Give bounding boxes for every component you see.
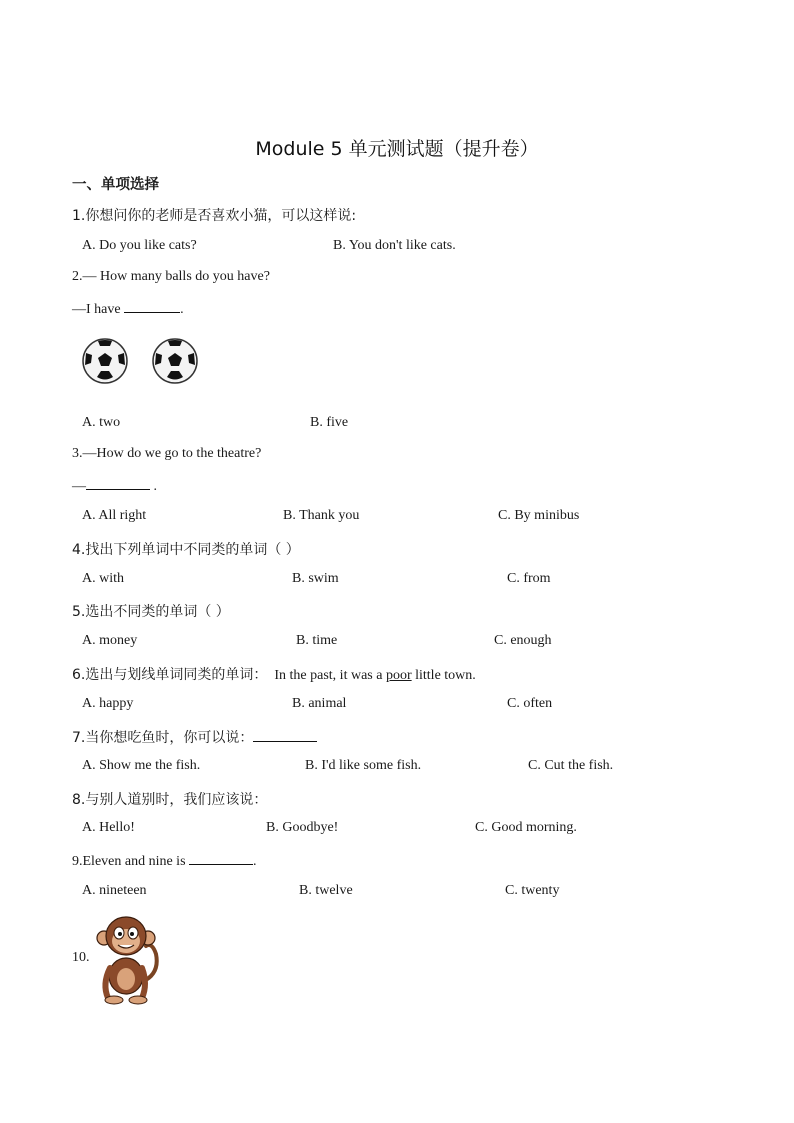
question-3-option-c[interactable]: C. By minibus	[498, 508, 580, 523]
question-3-option-a[interactable]: A. All right	[82, 508, 147, 523]
question-3-answer-prefix: —	[72, 479, 86, 494]
soccer-ball-icon	[80, 336, 130, 386]
question-5-option-c[interactable]: C. enough	[494, 633, 552, 648]
question-1-stem: 1.你想问你的老师是否喜欢小猫，可以这样说:	[72, 208, 357, 224]
question-9-option-b[interactable]: B. twelve	[299, 883, 353, 898]
question-9-option-c[interactable]: C. twenty	[505, 883, 560, 898]
question-6-stem-cn: 6.选出与划线单词同类的单词：	[72, 667, 268, 683]
question-9-stem: 9.Eleven and nine is	[72, 854, 186, 869]
question-2-answer-line: —I have .	[72, 302, 184, 317]
question-9-line: 9.Eleven and nine is .	[72, 854, 257, 869]
question-7-option-b[interactable]: B. I'd like some fish.	[305, 758, 422, 773]
question-6-option-b[interactable]: B. animal	[292, 696, 347, 711]
monkey-icon	[92, 912, 162, 1008]
question-1-option-a[interactable]: A. Do you like cats?	[82, 238, 197, 253]
question-4-option-a[interactable]: A. with	[82, 571, 124, 586]
question-9-option-a[interactable]: A. nineteen	[82, 883, 147, 898]
question-5-option-a[interactable]: A. money	[82, 633, 138, 648]
question-4-option-c[interactable]: C. from	[507, 571, 551, 586]
question-3-option-b[interactable]: B. Thank you	[283, 508, 360, 523]
answer-blank[interactable]	[253, 729, 317, 742]
question-1-option-b[interactable]: B. You don't like cats.	[333, 238, 456, 253]
question-10-stem: 10.	[72, 950, 90, 965]
question-4-stem: 4.找出下列单词中不同类的单词（ ）	[72, 542, 300, 558]
question-8-stem: 8.与别人道别时，我们应该说：	[72, 792, 268, 808]
question-5-option-b[interactable]: B. time	[296, 633, 338, 648]
question-7-option-c[interactable]: C. Cut the fish.	[528, 758, 614, 773]
question-4-option-b[interactable]: B. swim	[292, 571, 339, 586]
section-heading: 一、单项选择	[72, 177, 159, 193]
page-title: Module 5 单元测试题（提升卷）	[255, 138, 539, 160]
answer-blank[interactable]	[124, 300, 180, 313]
question-2-answer-prefix: —I have	[72, 302, 121, 317]
question-6-stem-en: In the past, it was a	[274, 668, 383, 683]
answer-blank[interactable]	[189, 852, 253, 865]
question-7-option-a[interactable]: A. Show me the fish.	[82, 758, 201, 773]
answer-blank[interactable]	[86, 477, 150, 490]
question-8-option-b[interactable]: B. Goodbye!	[266, 820, 339, 835]
question-6-option-c[interactable]: C. often	[507, 696, 553, 711]
question-6-stem-en-end: little town.	[415, 668, 476, 683]
question-3-stem: 3.—How do we go to the theatre?	[72, 446, 262, 461]
question-6-stem	[72, 664, 476, 684]
underlined-word: poor	[385, 668, 412, 683]
question-2-option-b[interactable]: B. five	[310, 415, 349, 430]
question-2-option-a[interactable]: A. two	[82, 415, 121, 430]
question-3-answer-line: — .	[72, 479, 157, 494]
question-7-stem: 7.当你想吃鱼时，你可以说：	[72, 730, 254, 746]
soccer-ball-icon	[150, 336, 200, 386]
question-2-stem: 2.— How many balls do you have?	[72, 269, 270, 284]
question-8-option-c[interactable]: C. Good morning.	[475, 820, 577, 835]
question-8-option-a[interactable]: A. Hello!	[82, 820, 135, 835]
question-6-option-a[interactable]: A. happy	[82, 696, 134, 711]
question-5-stem: 5.选出不同类的单词（ ）	[72, 604, 230, 620]
question-7-line	[72, 727, 317, 747]
